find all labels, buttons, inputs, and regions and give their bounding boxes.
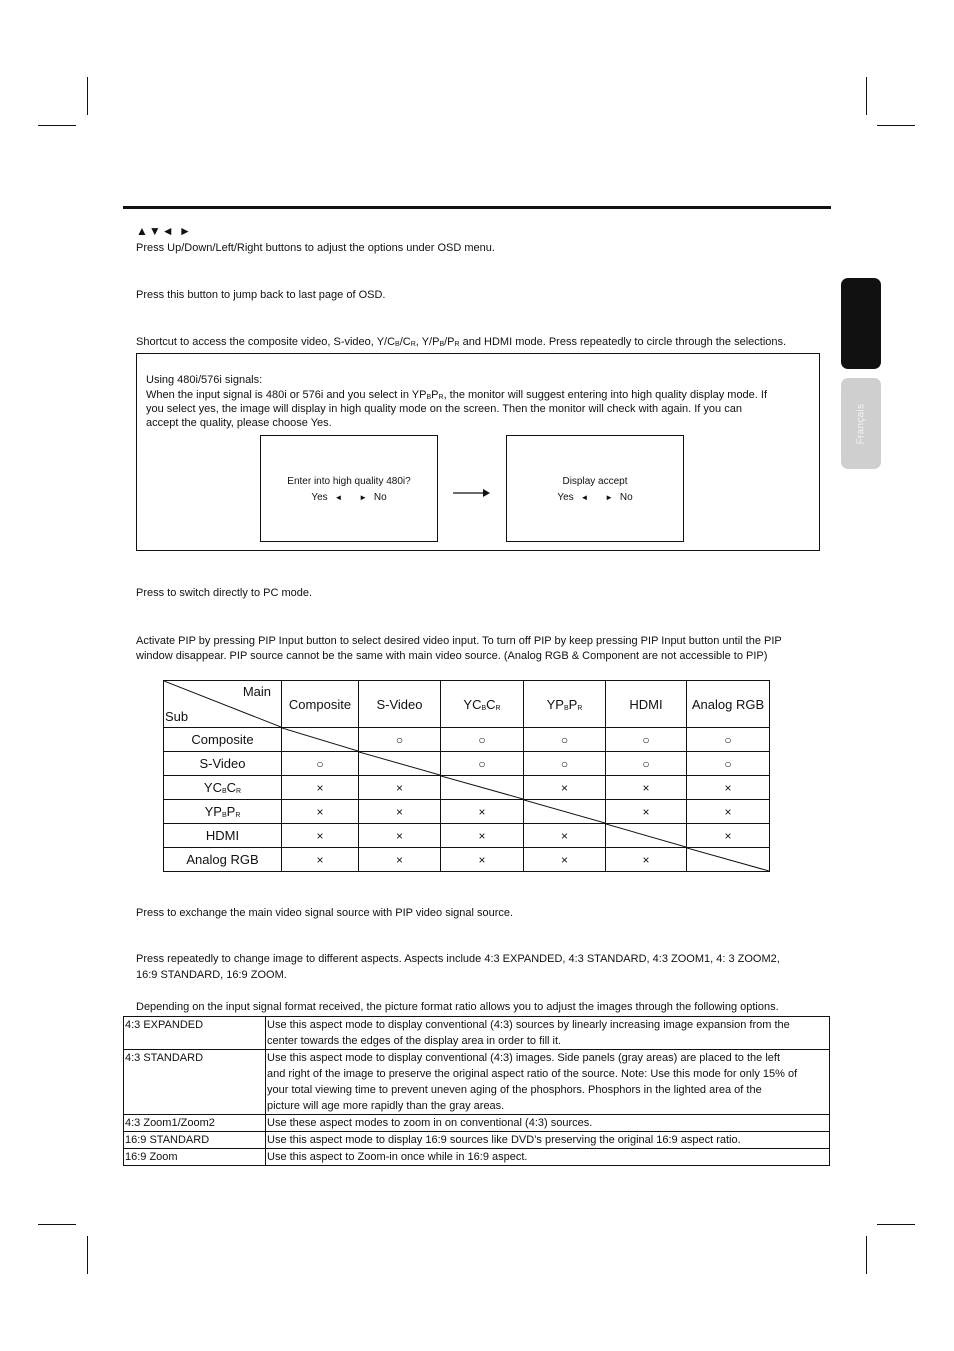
aspect-mode-name: 16:9 STANDARD	[124, 1132, 266, 1149]
table-row	[124, 1115, 830, 1132]
aspect-mode-name: 4:3 Zoom1/Zoom2	[124, 1115, 266, 1132]
supported-mark: ○	[606, 728, 687, 752]
column-header: Composite	[282, 681, 359, 728]
table-row	[124, 1050, 830, 1115]
supported-mark: ○	[441, 752, 524, 776]
supported-mark: ○	[441, 728, 524, 752]
supported-mark: ○	[524, 728, 606, 752]
row-header: $YC_BC_R$	[164, 776, 282, 800]
row-header: S-Video	[164, 752, 282, 776]
unsupported-mark: ×	[282, 824, 359, 848]
left-triangle-icon: ◄	[580, 493, 589, 502]
dialog-options	[261, 492, 437, 503]
table-row	[124, 1149, 830, 1166]
pip-compatibility-table	[163, 680, 770, 872]
aspect-mode-table	[123, 1016, 830, 1166]
crop-mark	[877, 125, 915, 126]
accept-dialog	[506, 435, 684, 542]
row-header: Composite	[164, 728, 282, 752]
unsupported-mark: ×	[441, 848, 524, 872]
corner-main-label: Main	[242, 684, 271, 699]
input-description: Shortcut to access the composite video, S-video, $Y/C_B/C_R$, $Y/P_B/P_R$ and HDMI mode. Press repeatedly to circle through the selections.	[136, 336, 787, 348]
crop-mark	[866, 1236, 867, 1274]
column-header: $YP_BP_R$	[524, 681, 606, 728]
language-tab-francais[interactable]	[841, 378, 881, 469]
unsupported-mark: ×	[606, 776, 687, 800]
dialog-title: Enter into high quality 480i?	[287, 476, 411, 487]
unsupported-mark: ×	[441, 800, 524, 824]
aspect-mode-name: 16:9 Zoom	[124, 1149, 266, 1166]
supported-mark: ○	[282, 752, 359, 776]
supported-mark: ○	[687, 728, 770, 752]
table-row	[164, 824, 770, 848]
row-header: HDMI	[164, 824, 282, 848]
corner-sub-label: Sub	[165, 709, 189, 724]
table-row	[164, 800, 770, 824]
format-description: Depending on the input signal format received, the picture format ratio allows you to adjust the images through the following options.	[136, 1001, 779, 1013]
diagonal-cell	[441, 776, 524, 800]
unsupported-mark: ×	[282, 800, 359, 824]
no-option[interactable]: No	[619, 492, 633, 503]
left-triangle-icon: ◄	[334, 493, 343, 502]
aspect-mode-description: Use this aspect to Zoom-in once while in 16:9 aspect.	[266, 1149, 830, 1166]
table-row	[164, 848, 770, 872]
pip-description-1: Activate PIP by pressing PIP Input button to select desired video input. To turn off PIP by keep pressing PIP Input button until the PIP	[136, 635, 782, 647]
row-header: Analog RGB	[164, 848, 282, 872]
language-tab-label: Français	[855, 403, 867, 444]
dialog-options	[507, 492, 683, 503]
diagonal-cell	[606, 824, 687, 848]
arrow-keys-glyphs: ▲▼◄ ►	[136, 224, 192, 238]
crop-mark	[38, 125, 76, 126]
swap-description: Press to exchange the main video signal source with PIP video signal source.	[136, 907, 514, 919]
note-line-1: When the input signal is 480i or 576i and you select in $YP_BP_R$, the monitor will suggest entering into high quality display mode. If	[146, 389, 768, 401]
unsupported-mark: ×	[687, 824, 770, 848]
yes-option[interactable]: Yes	[311, 492, 328, 503]
unsupported-mark: ×	[359, 848, 441, 872]
column-header: $YC_BC_R$	[441, 681, 524, 728]
table-row	[164, 776, 770, 800]
back-description: Press this button to jump back to last page of OSD.	[136, 289, 386, 301]
unsupported-mark: ×	[359, 824, 441, 848]
supported-mark: ○	[359, 728, 441, 752]
unsupported-mark: ×	[606, 800, 687, 824]
unsupported-mark: ×	[524, 776, 606, 800]
diagonal-cell	[524, 800, 606, 824]
aspect-mode-name: 4:3 STANDARD	[124, 1050, 266, 1115]
arrow-right-icon	[453, 488, 491, 498]
unsupported-mark: ×	[282, 848, 359, 872]
unsupported-mark: ×	[687, 776, 770, 800]
table-row	[164, 752, 770, 776]
supported-mark: ○	[524, 752, 606, 776]
right-triangle-icon: ►	[359, 493, 368, 502]
crop-mark	[87, 77, 88, 115]
crop-mark	[38, 1224, 76, 1225]
aspect-description-1: Press repeatedly to change image to different aspects. Aspects include 4:3 EXPANDED, 4:3 STANDARD, 4:3 ZOOM1, 4: 3 ZOOM2,	[136, 953, 780, 965]
yes-option[interactable]: Yes	[557, 492, 574, 503]
corner-cell	[164, 681, 282, 728]
aspect-mode-name: 4:3 EXPANDED	[124, 1017, 266, 1050]
pip-description-2: window disappear. PIP source cannot be the same with main video source. (Analog RGB & Component are not accessible to PIP)	[136, 650, 768, 662]
table-row	[124, 1017, 830, 1050]
unsupported-mark: ×	[524, 848, 606, 872]
row-header: $YP_BP_R$	[164, 800, 282, 824]
unsupported-mark: ×	[524, 824, 606, 848]
note-line-3: accept the quality, please choose Yes.	[146, 417, 332, 429]
crop-mark	[87, 1236, 88, 1274]
column-header: HDMI	[606, 681, 687, 728]
dialog-title: Display accept	[562, 476, 628, 487]
column-header: Analog RGB	[687, 681, 770, 728]
no-option[interactable]: No	[373, 492, 387, 503]
aspect-description-2: 16:9 STANDARD, 16:9 ZOOM.	[136, 969, 287, 981]
supported-mark: ○	[687, 752, 770, 776]
diagonal-cell	[687, 848, 770, 872]
note-line-2: you select yes, the image will display in high quality mode on the screen. Then the monitor will check with again. If you can	[146, 403, 742, 415]
aspect-mode-description: Use this aspect mode to display 16:9 sources like DVD’s preserving the original 16:9 aspect ratio.	[266, 1132, 830, 1149]
pc-description: Press to switch directly to PC mode.	[136, 587, 313, 599]
table-row	[164, 728, 770, 752]
diagonal-cell	[359, 752, 441, 776]
crop-mark	[877, 1224, 915, 1225]
header-rule	[123, 206, 831, 209]
right-triangle-icon: ►	[605, 493, 614, 502]
language-tab-active[interactable]	[841, 278, 881, 369]
unsupported-mark: ×	[282, 776, 359, 800]
unsupported-mark: ×	[687, 800, 770, 824]
table-row	[124, 1132, 830, 1149]
unsupported-mark: ×	[359, 776, 441, 800]
diagonal-cell	[282, 728, 359, 752]
supported-mark: ○	[606, 752, 687, 776]
aspect-mode-description: Use this aspect mode to display conventional (4:3) images. Side panels (gray areas) are placed to the left and right of the image to preserve the original aspect ratio of the source. Note: Use this mode for only 15% of your total viewing time to prevent uneven aging of the phosphors. Phosphors in the lighted area of the picture will age more rapidly than the gray areas.	[266, 1050, 830, 1115]
unsupported-mark: ×	[606, 848, 687, 872]
aspect-mode-description: Use this aspect mode to display conventional (4:3) sources by linearly increasing image expansion from the center towards the edges of the display area in order to fill it.	[266, 1017, 830, 1050]
aspect-mode-description: Use these aspect modes to zoom in on conventional (4:3) sources.	[266, 1115, 830, 1132]
note-box	[136, 353, 820, 551]
column-header: S-Video	[359, 681, 441, 728]
note-heading: Using 480i/576i signals:	[146, 374, 263, 386]
crop-mark	[866, 77, 867, 115]
quality-dialog	[260, 435, 438, 542]
unsupported-mark: ×	[441, 824, 524, 848]
unsupported-mark: ×	[359, 800, 441, 824]
arrows-description: Press Up/Down/Left/Right buttons to adjust the options under OSD menu.	[136, 242, 495, 254]
